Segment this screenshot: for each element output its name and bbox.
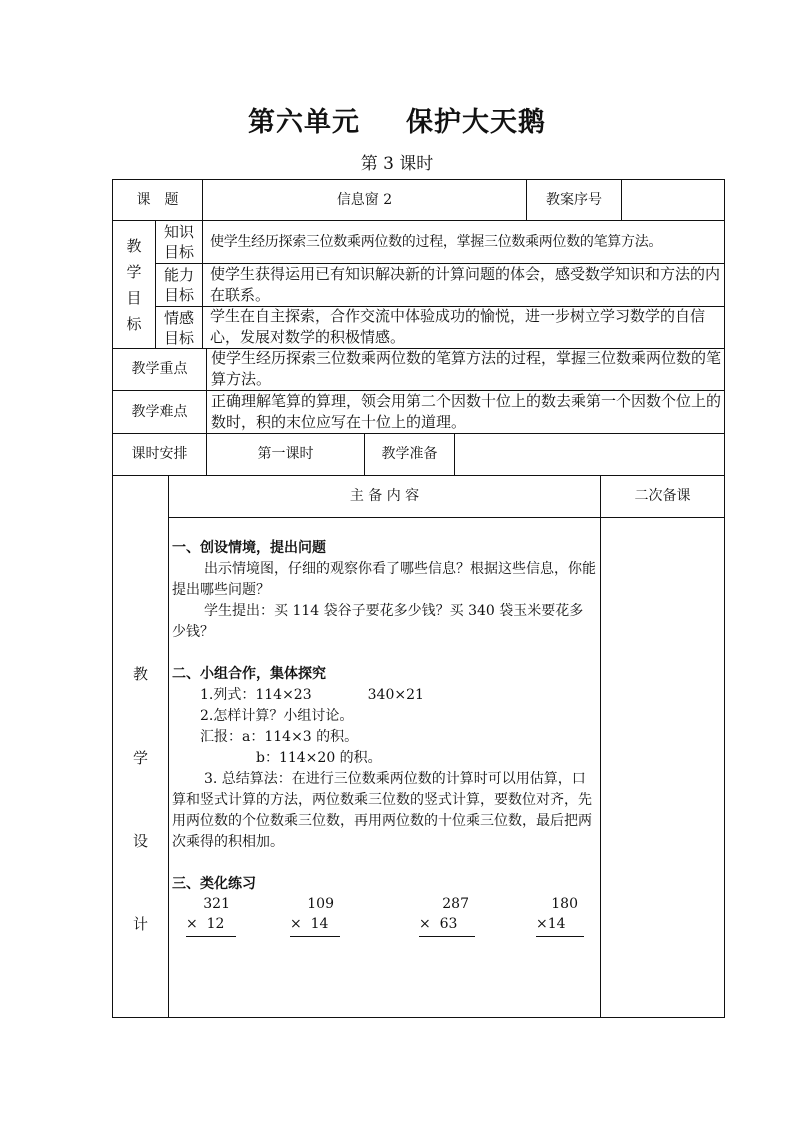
section-title: 一、创设情境，提出问题 — [172, 540, 326, 556]
exercise — [419, 894, 475, 937]
exercise-bottom: × 14 — [290, 914, 340, 937]
ability-goal-text: 使学生获得运用已有知识解决新的计算问题的体会，感受数学知识和方法的内在联系。 — [210, 265, 721, 304]
course-value: 信息窗 2 — [336, 191, 393, 208]
key-point-label: 教学重点 — [131, 361, 188, 377]
teaching-design-label — [113, 476, 168, 1017]
knowledge-goal-text: 使学生经历探索三位数乘两位数的过程，掌握三位数乘两位数的笔算方法。 — [210, 234, 663, 250]
main-content-header: 主 备 内 容 — [349, 488, 420, 504]
goal-label-line: 能力 — [163, 266, 194, 284]
emotion-goal-label — [156, 307, 202, 348]
step-line: 2.怎样计算？小组讨论。 — [200, 708, 354, 724]
goal-label-line: 目标 — [163, 328, 194, 347]
table-border — [168, 517, 725, 518]
table-border — [724, 179, 725, 1018]
unit-title: 第六单元 — [248, 107, 360, 138]
exercise-bottom: ×14 — [536, 914, 584, 937]
difficulty-text: 正确理解笔算的算理，领会用第二个因数十位上的数去乘第一个因数个位上的数时，积的末位应写在十位上的道理。 — [211, 392, 722, 431]
goals-label-char: 标 — [126, 314, 142, 333]
table-border — [112, 1017, 725, 1018]
section-title: 二、小组合作，集体探究 — [172, 666, 326, 682]
schedule-value: 第一课时 — [257, 446, 314, 462]
page-title — [0, 100, 794, 139]
goals-label-char: 目 — [126, 288, 142, 307]
plan-number-value — [622, 180, 724, 220]
teaching-goals-label — [113, 221, 155, 348]
goal-label-line: 目标 — [163, 243, 194, 261]
emotion-goal-text: 学生在自主探索，合作交流中体验成功的愉悦，进一步树立学习数学的自信心，发展对数学的积极情感。 — [210, 307, 706, 346]
goals-label-char: 教 — [126, 236, 142, 255]
section-title: 三、类化练习 — [172, 876, 256, 892]
design-label-char: 学 — [133, 749, 149, 767]
step-line: b：114×20 的积。 — [256, 750, 382, 766]
goal-label-line: 目标 — [163, 286, 194, 304]
exercise-top: 287 — [442, 896, 469, 912]
goal-label-line: 情感 — [163, 308, 194, 327]
schedule-label: 课时安排 — [131, 446, 188, 462]
table-border — [112, 220, 725, 221]
exercise — [290, 894, 340, 937]
plan-number-label: 教案序号 — [546, 191, 602, 208]
paragraph: 学生提出：买 114 袋谷子要花多少钱？买 340 袋玉米要花多少钱？ — [172, 603, 584, 640]
step-line: 1.列式：114×23 340×21 — [200, 687, 424, 703]
design-label-char: 设 — [133, 832, 149, 850]
difficulty-label: 教学难点 — [131, 403, 188, 420]
goal-label-line: 知识 — [163, 223, 194, 241]
course-label: 课 题 — [136, 191, 179, 208]
exercise — [536, 894, 584, 937]
knowledge-goal-label — [156, 221, 202, 263]
exercise-top: 180 — [551, 896, 578, 912]
table-border — [202, 220, 203, 349]
exercise-top: 109 — [307, 896, 334, 912]
lesson-subtitle: 第 3 课时 — [360, 154, 434, 174]
prep-label: 教学准备 — [381, 446, 438, 462]
table-border — [168, 475, 169, 1018]
table-border — [600, 475, 601, 1018]
exercise — [186, 894, 236, 937]
design-label-char: 计 — [133, 915, 149, 933]
goals-label-char: 学 — [126, 262, 142, 281]
design-label-char: 教 — [133, 665, 149, 683]
key-point-text: 使学生经历探索三位数乘两位数的笔算方法的过程，掌握三位数乘两位数的笔算方法。 — [211, 349, 722, 388]
exercise-bottom: × 63 — [419, 914, 475, 937]
topic-title: 保护大天鹅 — [406, 107, 546, 138]
ability-goal-label — [156, 264, 202, 306]
exercise-bottom: × 12 — [186, 914, 236, 937]
exercise-top: 321 — [203, 896, 230, 912]
paragraph: 3. 总结算法：在进行三位数乘两位数的计算时可以用估算，口算和竖式计算的方法，两位数乘三位数的竖式计算，要数位对齐，先用两位数的个位数乘三位数，再用两位数的十位乘三位数，最后把两次乘得的积相加。 — [172, 771, 592, 850]
step-line: 汇报：a：114×3 的积。 — [200, 729, 359, 745]
second-prep-header: 二次备课 — [634, 488, 691, 504]
paragraph: 出示情境图，仔细的观察你看了哪些信息？根据这些信息，你能提出哪些问题？ — [172, 561, 596, 598]
prep-value — [455, 434, 724, 475]
main-content — [172, 538, 596, 895]
